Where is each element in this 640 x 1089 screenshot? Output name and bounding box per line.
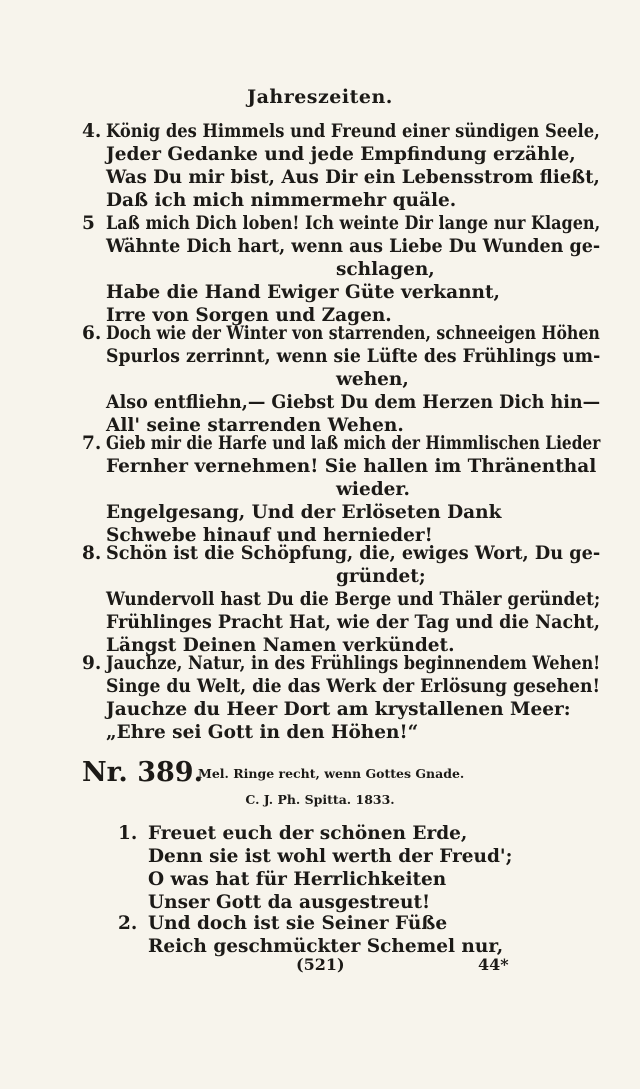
verse-line: Singe du Welt, die das Werk der Erlösung gesehen! [106, 676, 601, 697]
verse-line: König des Himmels und Freund einer sündigen Seele, [106, 121, 600, 142]
verse-9 [82, 652, 601, 744]
verse-line: Jauchze du Heer Dort am krystallenen Meer: [106, 699, 571, 720]
verse-number: 9. [82, 653, 102, 674]
verse-number: 8. [82, 543, 102, 564]
verse-7 [82, 432, 601, 547]
hymn-verse-2 [118, 912, 538, 958]
verse-number: 6. [82, 323, 102, 344]
hymn-author: C. J. Ph. Spitta. 1833. [245, 792, 395, 807]
verse-line: Schwebe hinauf und hernieder! [106, 525, 433, 546]
hymn-number: Nr. 389. [82, 757, 203, 788]
verse-line: Denn sie ist wohl werth der Freud'; [148, 846, 513, 867]
verse-line: Längst Deinen Namen verkündet. [106, 635, 455, 656]
verse-line: Habe die Hand Ewiger Güte verkannt, [106, 282, 500, 303]
verse-line-wrap: schlagen, [336, 259, 435, 280]
verse-line: Frühlinges Pracht Hat, wie der Tag und die Nacht, [106, 612, 600, 633]
verse-line: Daß ich mich nimmermehr quäle. [106, 190, 457, 211]
verse-line-wrap: gründet; [336, 566, 426, 587]
verse-8 [82, 542, 601, 657]
verse-number: 7. [82, 433, 102, 454]
verse-line-wrap: wieder. [336, 479, 410, 500]
verse-6 [82, 322, 601, 437]
verse-line: Und doch ist sie Seiner Füße [148, 913, 448, 934]
hymn-header [82, 758, 562, 788]
verse-line-wrap: wehen, [336, 369, 409, 390]
verse-line: Gieb mir die Harfe und laß mich der Himmlischen Lieder [106, 433, 601, 454]
verse-line: Wähnte Dich hart, wenn aus Liebe Du Wunden ge- [106, 236, 601, 257]
signature-mark: 44* [478, 955, 509, 974]
verse-line: Reich geschmückter Schemel nur, [148, 936, 504, 957]
verse-line: Doch wie der Winter von starrenden, schneeigen Höhen [106, 323, 600, 344]
verse-line: Spurlos zerrinnt, wenn sie Lüfte des Frühlings um- [106, 346, 601, 367]
verse-line: Jeder Gedanke und jede Empfindung erzähle, [106, 144, 576, 165]
verse-number: 2. [118, 913, 138, 934]
verse-line: Engelgesang, Und der Erlöseten Dank [106, 502, 502, 523]
verse-4 [82, 120, 600, 212]
running-head: Jahreszeiten. [247, 86, 393, 108]
verse-line: Also entfliehn,— Giebst Du dem Herzen Dich hin— [106, 392, 601, 413]
verse-line: All' seine starrenden Wehen. [106, 415, 404, 436]
verse-line: Jauchze, Natur, in des Frühlings beginnendem Wehen! [106, 653, 601, 674]
verse-number: 5 [82, 213, 95, 234]
verse-5 [82, 212, 601, 327]
verse-line: Wundervoll hast Du die Berge und Thäler geründet; [106, 589, 601, 610]
verse-line: O was hat für Herrlichkeiten [148, 869, 447, 890]
verse-line: „Ehre sei Gott in den Höhen!“ [106, 722, 419, 743]
verse-line: Unser Gott da ausgestreut! [148, 892, 431, 913]
verse-line: Laß mich Dich loben! Ich weinte Dir lange nur Klagen, [106, 213, 601, 234]
melody-reference: Mel. Ringe recht, wenn Gottes Gnade. [198, 766, 465, 781]
verse-line: Freuet euch der schönen Erde, [148, 823, 468, 844]
verse-line: Schön ist die Schöpfung, die, ewiges Wort, Du ge- [106, 543, 601, 564]
verse-number: 1. [118, 823, 138, 844]
hymn-verse-1 [118, 822, 538, 914]
verse-number: 4. [82, 121, 102, 142]
verse-line: Was Du mir bist, Aus Dir ein Lebensstrom fließt, [106, 167, 600, 188]
verse-line: Fernher vernehmen! Sie hallen im Thränenthal [106, 456, 597, 477]
verse-line: Irre von Sorgen und Zagen. [106, 305, 392, 326]
page-number: (521) [296, 955, 345, 974]
